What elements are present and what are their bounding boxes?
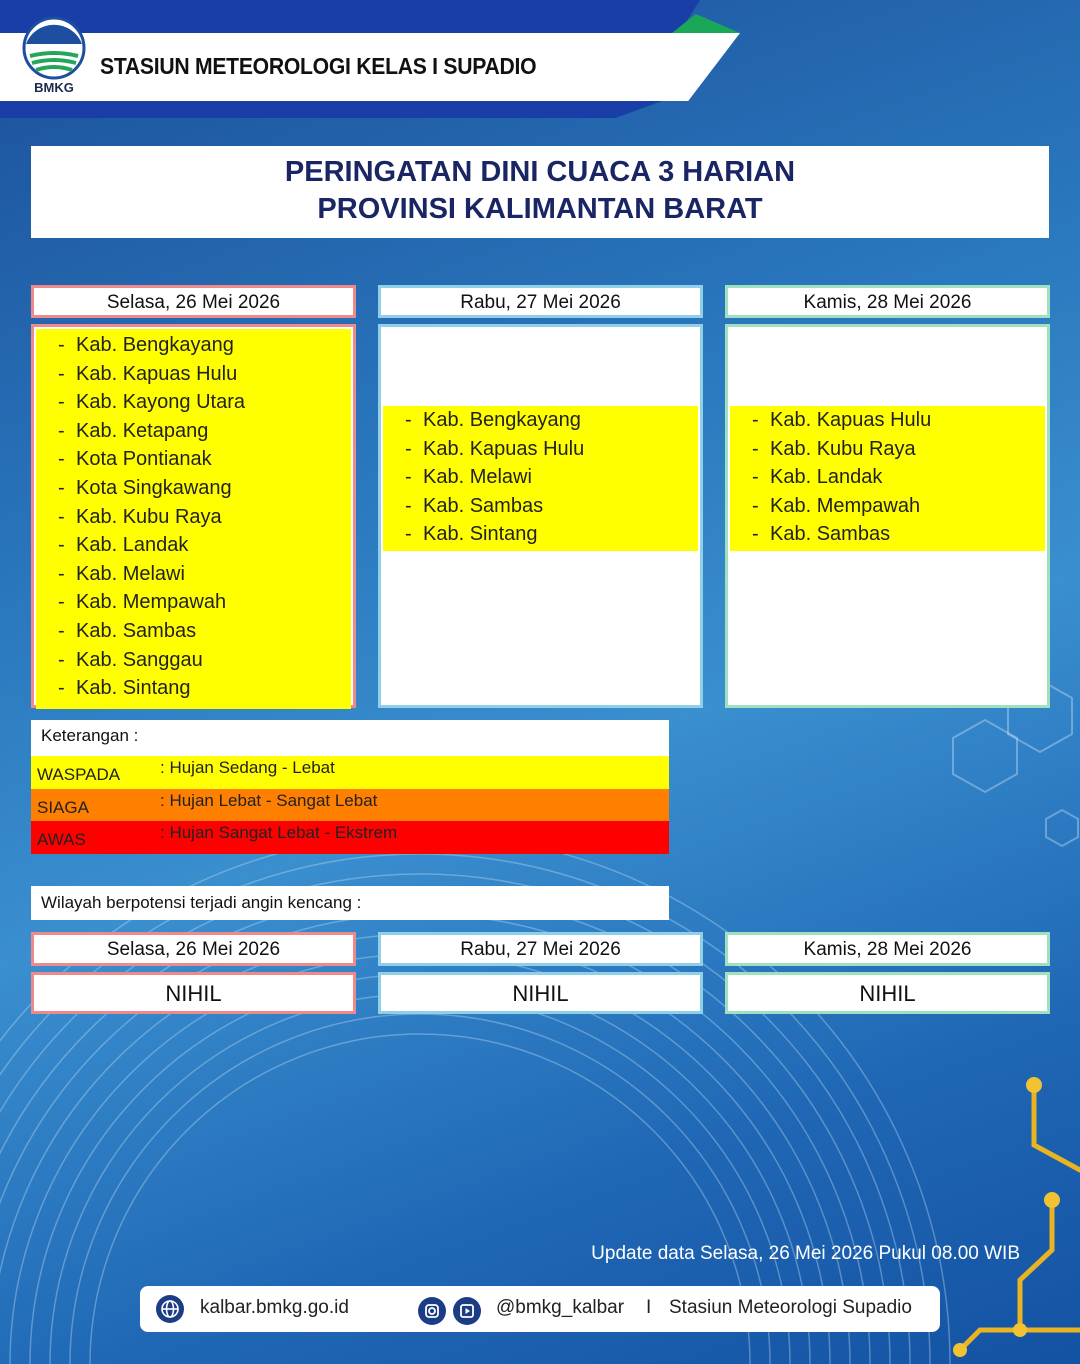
region-name: Kota Pontianak: [76, 448, 212, 471]
region-name: Kab. Kubu Raya: [76, 505, 222, 528]
header-band-top: [0, 0, 700, 33]
list-bullet: -: [58, 591, 65, 614]
list-item: [730, 406, 1045, 435]
list-bullet: -: [58, 534, 65, 557]
region-name: Kab. Kayong Utara: [76, 391, 245, 414]
region-list-1: [36, 329, 351, 709]
legend-row-siaga: [31, 789, 669, 822]
list-item: [36, 474, 351, 503]
region-name: Kab. Kapuas Hulu: [770, 409, 932, 431]
region-name: Kab. Mempawah: [770, 494, 921, 517]
region-name: Kab. Bengkayang: [423, 409, 581, 431]
wind-value-2: NIHIL: [378, 972, 703, 1014]
list-bullet: -: [58, 619, 65, 642]
list-item: [383, 520, 698, 549]
list-bullet: -: [405, 466, 412, 489]
region-name: Kab. Sambas: [423, 494, 544, 517]
instagram-icon[interactable]: [418, 1297, 446, 1325]
wind-value-3: NIHIL: [725, 972, 1050, 1014]
title-line-1: PERINGATAN DINI CUACA 3 HARIAN: [284, 156, 796, 188]
region-name: Kab. Kapuas Hulu: [76, 362, 238, 385]
list-bullet: -: [405, 494, 412, 517]
region-name: Kota Singkawang: [76, 476, 232, 499]
legend-desc: : Hujan Sedang - Lebat: [160, 758, 335, 777]
legend-row-awas: [31, 821, 669, 854]
region-name: Kab. Melawi: [76, 562, 185, 585]
list-item: [36, 331, 351, 360]
station-title: STASIUN METEOROLOGI KELAS I SUPADIO: [100, 53, 537, 79]
day-box-1: [31, 324, 356, 708]
region-name: Kab. Ketapang: [76, 419, 209, 442]
list-bullet: -: [58, 476, 65, 499]
list-item: [730, 463, 1045, 492]
list-bullet: -: [58, 334, 65, 356]
legend-desc: : Hujan Lebat - Sangat Lebat: [160, 790, 378, 810]
region-name: Kab. Landak: [76, 534, 189, 557]
list-item: [36, 617, 351, 646]
list-item: [36, 531, 351, 560]
list-item: [383, 463, 698, 492]
legend-row-waspada: [31, 756, 669, 789]
region-name: Kab. Mempawah: [76, 591, 227, 614]
region-name: Kab. Sanggau: [76, 648, 203, 671]
region-name: Kab. Sambas: [770, 523, 891, 546]
list-item: [36, 445, 351, 474]
list-bullet: -: [405, 523, 412, 546]
list-item: [36, 417, 351, 446]
list-bullet: -: [752, 466, 759, 489]
day-header-2: Rabu, 27 Mei 2026: [378, 285, 703, 318]
list-item: [730, 520, 1045, 549]
list-item: [36, 360, 351, 389]
wind-day-header-2: Rabu, 27 Mei 2026: [378, 932, 703, 966]
list-item: [36, 646, 351, 675]
region-name: Kab. Kubu Raya: [770, 437, 916, 460]
region-name: Kab. Sintang: [423, 523, 538, 546]
region-list-3: [730, 406, 1045, 551]
footer-separator: I: [646, 1297, 652, 1318]
list-item: [730, 435, 1045, 464]
day-box-3: [725, 324, 1050, 708]
footer-bar: [140, 1286, 940, 1332]
list-bullet: -: [58, 677, 65, 700]
region-name: Kab. Kapuas Hulu: [423, 437, 585, 460]
legend: [31, 720, 669, 854]
list-item: [36, 588, 351, 617]
region-name: Kab. Melawi: [423, 466, 532, 489]
wind-value-1: NIHIL: [31, 972, 356, 1014]
list-bullet: -: [58, 362, 65, 385]
list-bullet: -: [752, 409, 759, 431]
region-list-2: [383, 406, 698, 551]
logo-text: BMKG: [34, 80, 74, 95]
wind-day-header-3: Kamis, 28 Mei 2026: [725, 932, 1050, 966]
list-bullet: -: [58, 391, 65, 414]
header-band-bottom: [0, 101, 662, 118]
list-item: [730, 492, 1045, 521]
youtube-icon[interactable]: [453, 1297, 481, 1325]
legend-name: WASPADA: [37, 765, 121, 784]
day-box-2: [378, 324, 703, 708]
region-name: Kab. Sintang: [76, 677, 191, 700]
wind-day-header-1: Selasa, 26 Mei 2026: [31, 932, 356, 966]
day-header-1: Selasa, 26 Mei 2026: [31, 285, 356, 318]
list-bullet: -: [58, 505, 65, 528]
list-bullet: -: [752, 494, 759, 517]
region-name: Kab. Sambas: [76, 619, 197, 642]
list-bullet: -: [405, 437, 412, 460]
list-bullet: -: [58, 648, 65, 671]
website-link[interactable]: kalbar.bmkg.go.id: [200, 1297, 349, 1318]
social-handle[interactable]: @bmkg_kalbar: [496, 1297, 625, 1318]
list-item: [36, 388, 351, 417]
list-item: [383, 492, 698, 521]
list-item: [383, 406, 698, 435]
page-title: [31, 146, 1049, 238]
legend-name: AWAS: [37, 830, 86, 850]
list-bullet: -: [752, 523, 759, 546]
legend-name: SIAGA: [37, 797, 89, 817]
list-item: [36, 560, 351, 589]
legend-heading: Keterangan :: [41, 726, 139, 745]
list-bullet: -: [58, 419, 65, 442]
title-line-2: PROVINSI KALIMANTAN BARAT: [317, 193, 763, 225]
footer-station: Stasiun Meteorologi Supadio: [669, 1297, 912, 1318]
region-name: Kab. Landak: [770, 466, 883, 489]
list-item: [36, 503, 351, 532]
wind-heading: Wilayah berpotensi terjadi angin kencang :: [31, 886, 669, 920]
list-bullet: -: [405, 409, 412, 431]
region-name: Kab. Bengkayang: [76, 334, 234, 356]
list-bullet: -: [752, 437, 759, 460]
legend-desc: : Hujan Sangat Lebat - Ekstrem: [160, 823, 398, 843]
list-item: [36, 674, 351, 703]
list-bullet: -: [58, 562, 65, 585]
day-header-3: Kamis, 28 Mei 2026: [725, 285, 1050, 318]
list-bullet: -: [58, 448, 65, 471]
update-text: Update data Selasa, 26 Mei 2026 Pukul 08.00 WIB: [591, 1243, 1020, 1264]
globe-icon: [156, 1295, 184, 1323]
list-item: [383, 435, 698, 464]
